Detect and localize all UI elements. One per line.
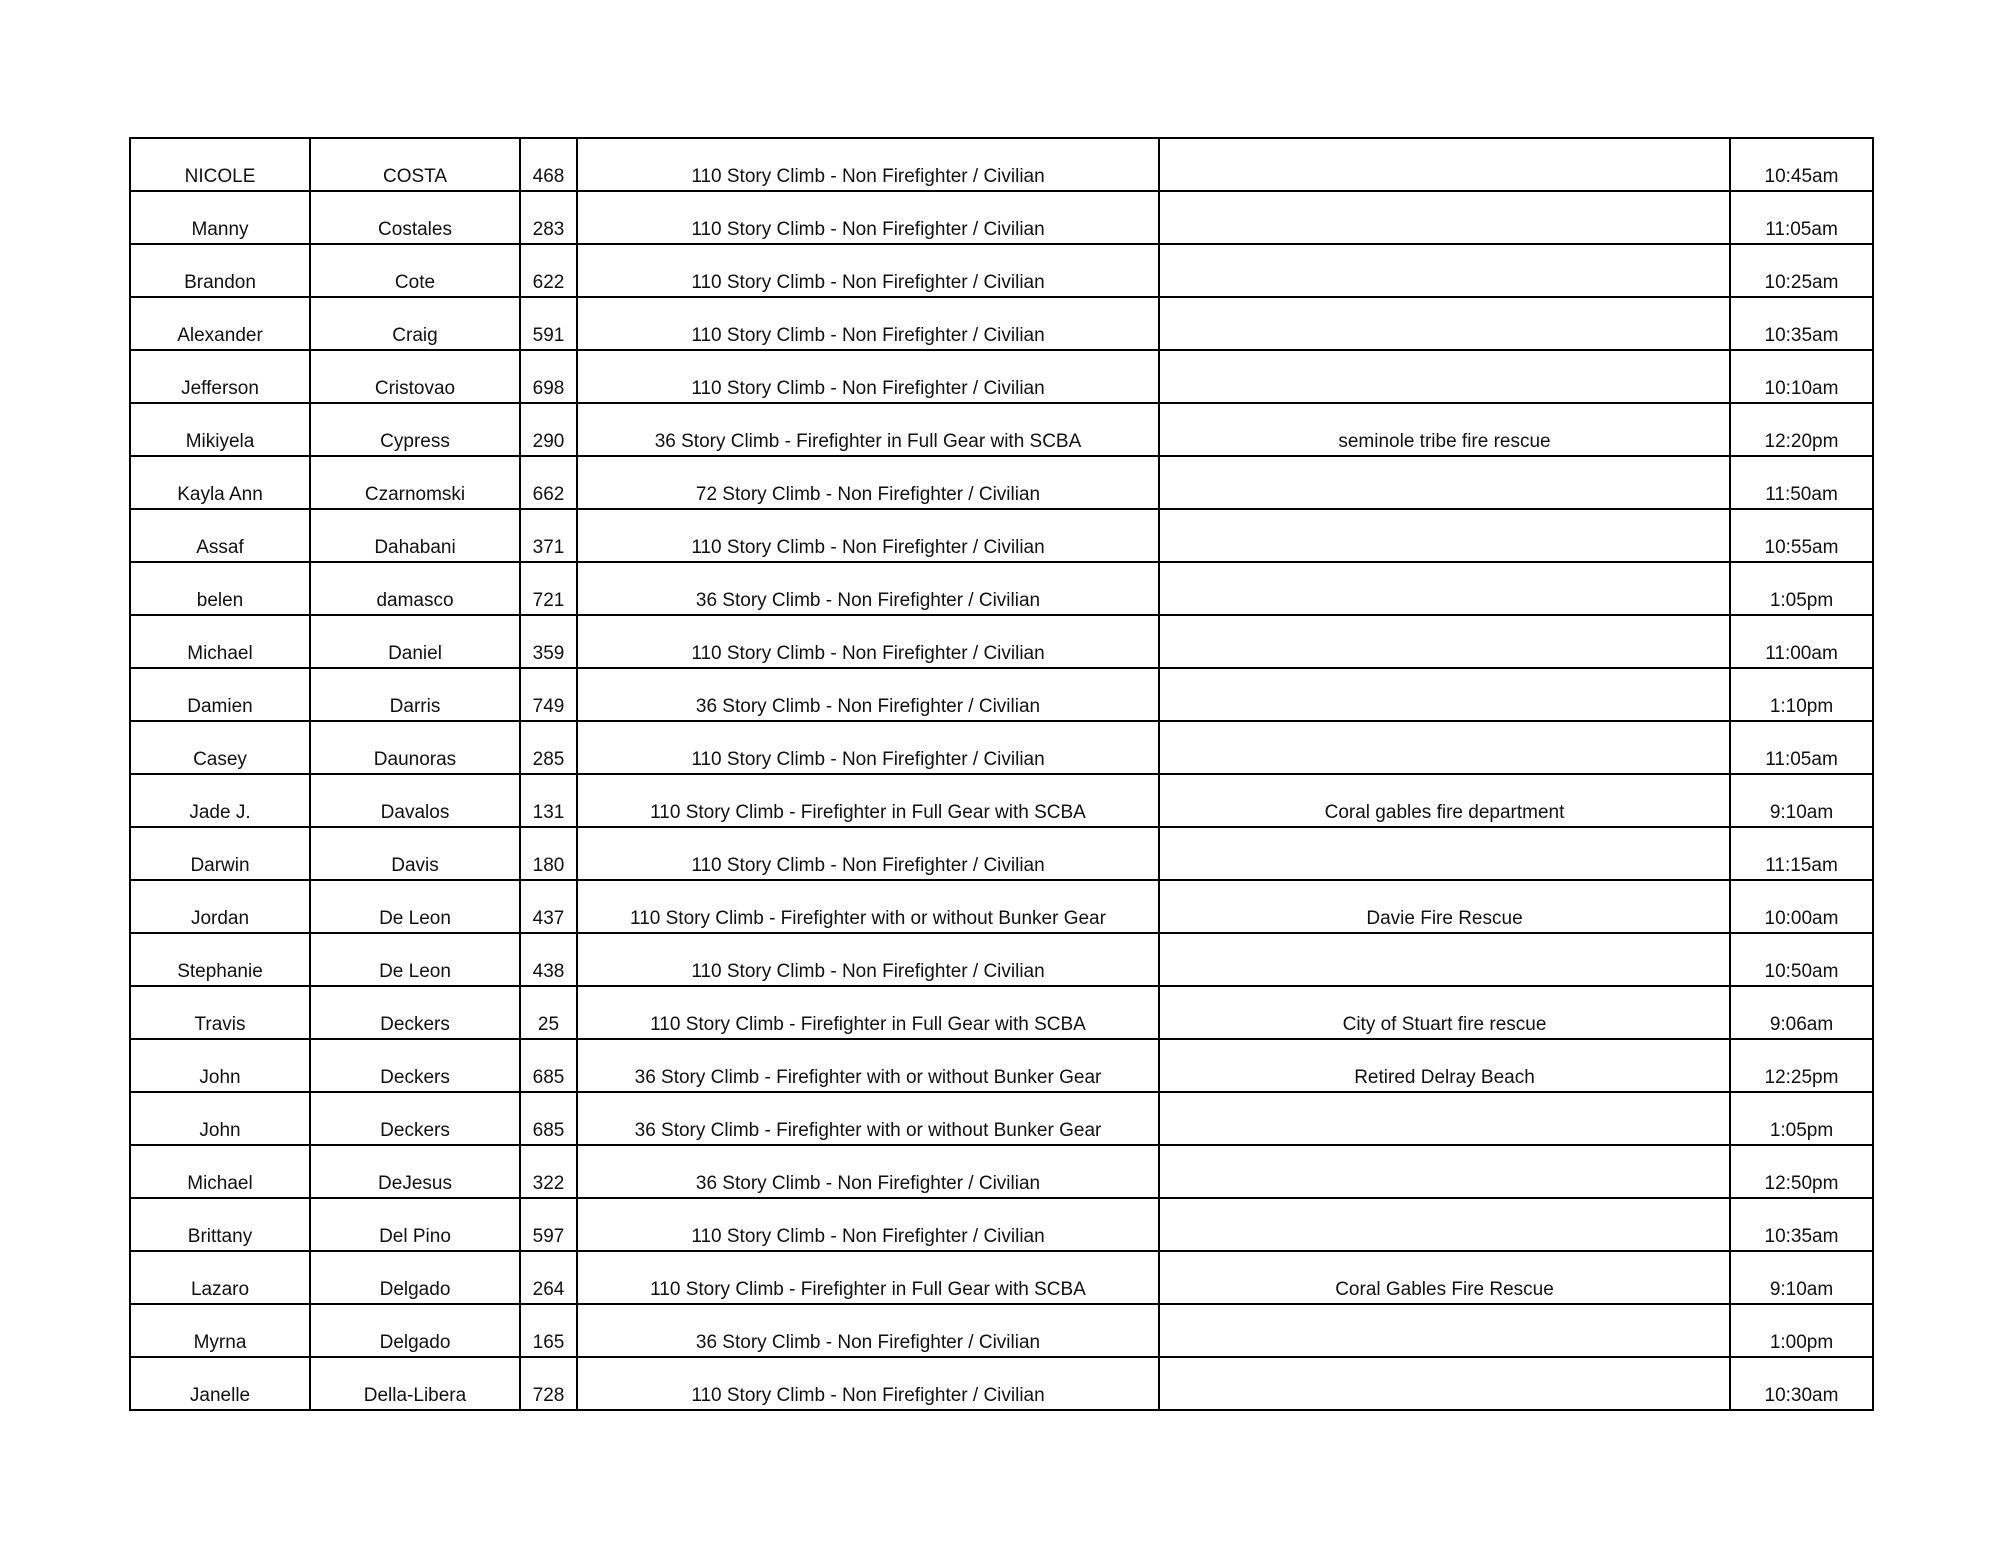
first-name-cell: Jordan — [130, 880, 310, 933]
table-row — [130, 562, 1873, 615]
event-cell: 110 Story Climb - Non Firefighter / Civilian — [577, 138, 1159, 191]
first-name-cell: Casey — [130, 721, 310, 774]
last-name-cell: Deckers — [310, 1039, 520, 1092]
table-row — [130, 986, 1873, 1039]
last-name-cell: Daniel — [310, 615, 520, 668]
department-cell — [1159, 1145, 1730, 1198]
table-row — [130, 827, 1873, 880]
bib-number-cell: 285 — [520, 721, 577, 774]
bib-number-cell: 468 — [520, 138, 577, 191]
start-time-cell: 11:50am — [1730, 456, 1873, 509]
last-name-cell: COSTA — [310, 138, 520, 191]
event-cell: 110 Story Climb - Firefighter in Full Gear with SCBA — [577, 986, 1159, 1039]
last-name-cell: DeJesus — [310, 1145, 520, 1198]
event-cell: 110 Story Climb - Non Firefighter / Civilian — [577, 1357, 1159, 1410]
last-name-cell: Dahabani — [310, 509, 520, 562]
event-cell: 110 Story Climb - Firefighter with or without Bunker Gear — [577, 880, 1159, 933]
department-cell: seminole tribe fire rescue — [1159, 403, 1730, 456]
bib-number-cell: 131 — [520, 774, 577, 827]
bib-number-cell: 25 — [520, 986, 577, 1039]
last-name-cell: De Leon — [310, 933, 520, 986]
bib-number-cell: 597 — [520, 1198, 577, 1251]
event-cell: 36 Story Climb - Non Firefighter / Civilian — [577, 1304, 1159, 1357]
roster-body — [130, 138, 1873, 1410]
start-time-cell: 9:06am — [1730, 986, 1873, 1039]
event-cell: 36 Story Climb - Non Firefighter / Civilian — [577, 668, 1159, 721]
first-name-cell: Stephanie — [130, 933, 310, 986]
start-time-cell: 10:50am — [1730, 933, 1873, 986]
first-name-cell: Michael — [130, 615, 310, 668]
event-cell: 110 Story Climb - Non Firefighter / Civilian — [577, 244, 1159, 297]
first-name-cell: John — [130, 1092, 310, 1145]
last-name-cell: Davalos — [310, 774, 520, 827]
event-cell: 36 Story Climb - Firefighter with or without Bunker Gear — [577, 1039, 1159, 1092]
first-name-cell: Alexander — [130, 297, 310, 350]
event-cell: 110 Story Climb - Firefighter in Full Gear with SCBA — [577, 774, 1159, 827]
table-row — [130, 244, 1873, 297]
table-row — [130, 297, 1873, 350]
department-cell: Coral gables fire department — [1159, 774, 1730, 827]
bib-number-cell: 437 — [520, 880, 577, 933]
table-row — [130, 615, 1873, 668]
table-row — [130, 1304, 1873, 1357]
event-cell: 110 Story Climb - Non Firefighter / Civilian — [577, 827, 1159, 880]
bib-number-cell: 662 — [520, 456, 577, 509]
first-name-cell: Damien — [130, 668, 310, 721]
start-time-cell: 1:05pm — [1730, 1092, 1873, 1145]
last-name-cell: Cypress — [310, 403, 520, 456]
last-name-cell: Davis — [310, 827, 520, 880]
start-time-cell: 10:25am — [1730, 244, 1873, 297]
bib-number-cell: 322 — [520, 1145, 577, 1198]
start-time-cell: 12:50pm — [1730, 1145, 1873, 1198]
last-name-cell: Della-Libera — [310, 1357, 520, 1410]
event-cell: 110 Story Climb - Non Firefighter / Civilian — [577, 297, 1159, 350]
table-row — [130, 721, 1873, 774]
bib-number-cell: 290 — [520, 403, 577, 456]
department-cell — [1159, 1304, 1730, 1357]
last-name-cell: Del Pino — [310, 1198, 520, 1251]
department-cell — [1159, 933, 1730, 986]
last-name-cell: Czarnomski — [310, 456, 520, 509]
last-name-cell: Deckers — [310, 1092, 520, 1145]
start-time-cell: 12:20pm — [1730, 403, 1873, 456]
event-cell: 110 Story Climb - Non Firefighter / Civilian — [577, 721, 1159, 774]
start-time-cell: 1:00pm — [1730, 1304, 1873, 1357]
event-cell: 110 Story Climb - Firefighter in Full Gear with SCBA — [577, 1251, 1159, 1304]
bib-number-cell: 264 — [520, 1251, 577, 1304]
start-time-cell: 11:15am — [1730, 827, 1873, 880]
bib-number-cell: 283 — [520, 191, 577, 244]
department-cell — [1159, 297, 1730, 350]
department-cell: Davie Fire Rescue — [1159, 880, 1730, 933]
event-cell: 36 Story Climb - Non Firefighter / Civilian — [577, 562, 1159, 615]
department-cell — [1159, 1092, 1730, 1145]
event-cell: 36 Story Climb - Firefighter in Full Gear with SCBA — [577, 403, 1159, 456]
first-name-cell: Jefferson — [130, 350, 310, 403]
table-row — [130, 350, 1873, 403]
first-name-cell: Darwin — [130, 827, 310, 880]
table-row — [130, 403, 1873, 456]
event-cell: 110 Story Climb - Non Firefighter / Civilian — [577, 350, 1159, 403]
last-name-cell: Delgado — [310, 1304, 520, 1357]
last-name-cell: Cote — [310, 244, 520, 297]
first-name-cell: Myrna — [130, 1304, 310, 1357]
first-name-cell: Travis — [130, 986, 310, 1039]
bib-number-cell: 359 — [520, 615, 577, 668]
start-time-cell: 11:05am — [1730, 721, 1873, 774]
first-name-cell: Janelle — [130, 1357, 310, 1410]
start-time-cell: 10:45am — [1730, 138, 1873, 191]
table-row — [130, 1039, 1873, 1092]
start-time-cell: 9:10am — [1730, 774, 1873, 827]
table-row — [130, 1198, 1873, 1251]
event-cell: 36 Story Climb - Non Firefighter / Civilian — [577, 1145, 1159, 1198]
bib-number-cell: 622 — [520, 244, 577, 297]
event-cell: 72 Story Climb - Non Firefighter / Civilian — [577, 456, 1159, 509]
first-name-cell: Michael — [130, 1145, 310, 1198]
first-name-cell: Mikiyela — [130, 403, 310, 456]
start-time-cell: 11:05am — [1730, 191, 1873, 244]
table-row — [130, 509, 1873, 562]
start-time-cell: 9:10am — [1730, 1251, 1873, 1304]
department-cell — [1159, 138, 1730, 191]
bib-number-cell: 698 — [520, 350, 577, 403]
event-cell: 110 Story Climb - Non Firefighter / Civilian — [577, 1198, 1159, 1251]
first-name-cell: belen — [130, 562, 310, 615]
last-name-cell: Delgado — [310, 1251, 520, 1304]
table-row — [130, 456, 1873, 509]
event-cell: 36 Story Climb - Firefighter with or without Bunker Gear — [577, 1092, 1159, 1145]
table-row — [130, 191, 1873, 244]
bib-number-cell: 180 — [520, 827, 577, 880]
start-time-cell: 1:10pm — [1730, 668, 1873, 721]
start-time-cell: 10:30am — [1730, 1357, 1873, 1410]
roster-table — [129, 137, 1874, 1411]
bib-number-cell: 591 — [520, 297, 577, 350]
bib-number-cell: 438 — [520, 933, 577, 986]
department-cell — [1159, 562, 1730, 615]
start-time-cell: 1:05pm — [1730, 562, 1873, 615]
first-name-cell: Jade J. — [130, 774, 310, 827]
bib-number-cell: 685 — [520, 1039, 577, 1092]
department-cell — [1159, 1198, 1730, 1251]
department-cell — [1159, 509, 1730, 562]
bib-number-cell: 371 — [520, 509, 577, 562]
first-name-cell: Lazaro — [130, 1251, 310, 1304]
event-cell: 110 Story Climb - Non Firefighter / Civilian — [577, 191, 1159, 244]
department-cell: Retired Delray Beach — [1159, 1039, 1730, 1092]
start-time-cell: 10:10am — [1730, 350, 1873, 403]
department-cell: Coral Gables Fire Rescue — [1159, 1251, 1730, 1304]
last-name-cell: Cristovao — [310, 350, 520, 403]
department-cell — [1159, 456, 1730, 509]
department-cell — [1159, 668, 1730, 721]
event-cell: 110 Story Climb - Non Firefighter / Civilian — [577, 615, 1159, 668]
table-row — [130, 774, 1873, 827]
table-row — [130, 880, 1873, 933]
table-row — [130, 1251, 1873, 1304]
event-cell: 110 Story Climb - Non Firefighter / Civilian — [577, 509, 1159, 562]
first-name-cell: NICOLE — [130, 138, 310, 191]
table-row — [130, 1145, 1873, 1198]
table-row — [130, 1092, 1873, 1145]
bib-number-cell: 685 — [520, 1092, 577, 1145]
department-cell — [1159, 615, 1730, 668]
start-time-cell: 10:35am — [1730, 1198, 1873, 1251]
table-row — [130, 933, 1873, 986]
last-name-cell: Costales — [310, 191, 520, 244]
table-row — [130, 1357, 1873, 1410]
last-name-cell: damasco — [310, 562, 520, 615]
last-name-cell: Darris — [310, 668, 520, 721]
bib-number-cell: 749 — [520, 668, 577, 721]
department-cell — [1159, 1357, 1730, 1410]
first-name-cell: Brittany — [130, 1198, 310, 1251]
start-time-cell: 10:35am — [1730, 297, 1873, 350]
bib-number-cell: 728 — [520, 1357, 577, 1410]
last-name-cell: De Leon — [310, 880, 520, 933]
department-cell — [1159, 721, 1730, 774]
department-cell — [1159, 191, 1730, 244]
first-name-cell: John — [130, 1039, 310, 1092]
bib-number-cell: 721 — [520, 562, 577, 615]
start-time-cell: 10:00am — [1730, 880, 1873, 933]
last-name-cell: Daunoras — [310, 721, 520, 774]
department-cell — [1159, 827, 1730, 880]
department-cell: City of Stuart fire rescue — [1159, 986, 1730, 1039]
first-name-cell: Brandon — [130, 244, 310, 297]
table-row — [130, 138, 1873, 191]
start-time-cell: 12:25pm — [1730, 1039, 1873, 1092]
last-name-cell: Deckers — [310, 986, 520, 1039]
table-row — [130, 668, 1873, 721]
department-cell — [1159, 244, 1730, 297]
event-cell: 110 Story Climb - Non Firefighter / Civilian — [577, 933, 1159, 986]
bib-number-cell: 165 — [520, 1304, 577, 1357]
start-time-cell: 10:55am — [1730, 509, 1873, 562]
start-time-cell: 11:00am — [1730, 615, 1873, 668]
first-name-cell: Manny — [130, 191, 310, 244]
first-name-cell: Assaf — [130, 509, 310, 562]
department-cell — [1159, 350, 1730, 403]
last-name-cell: Craig — [310, 297, 520, 350]
first-name-cell: Kayla Ann — [130, 456, 310, 509]
